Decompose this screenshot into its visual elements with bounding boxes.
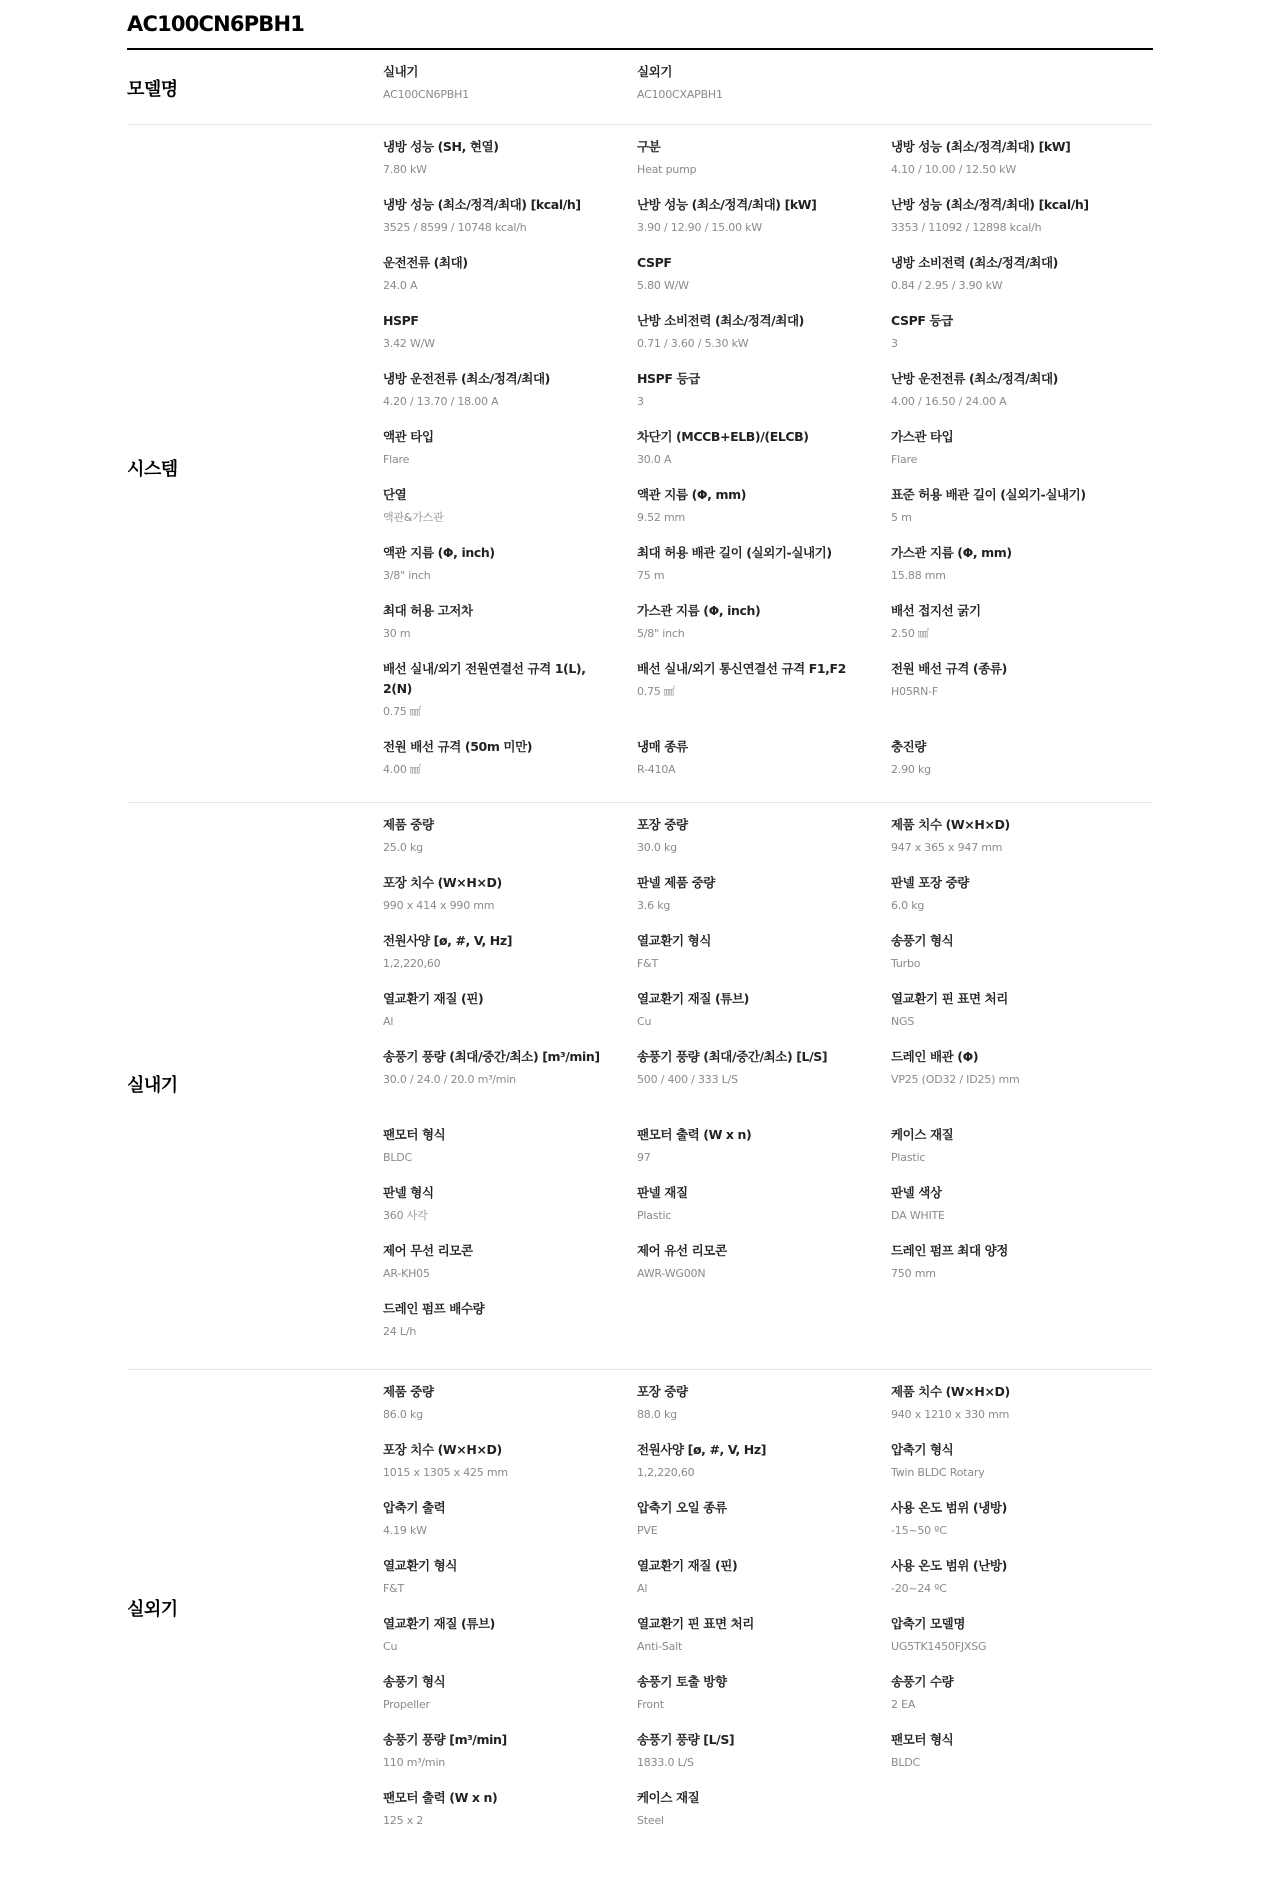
spec-item bbox=[383, 1047, 613, 1087]
spec-label: 열교환기 재질 (핀) bbox=[637, 1558, 738, 1573]
spec-label: 냉방 운전전류 (최소/정격/최대) bbox=[383, 371, 550, 386]
spec-item bbox=[637, 1498, 867, 1538]
spec-label: 송풍기 토출 방향 bbox=[637, 1674, 727, 1689]
spec-item bbox=[383, 1614, 613, 1654]
spec-item bbox=[637, 1183, 867, 1223]
spec-item bbox=[891, 137, 1121, 177]
spec-item bbox=[637, 931, 867, 971]
spec-item bbox=[637, 1556, 867, 1596]
spec-value: AWR-WG00N bbox=[637, 1267, 706, 1280]
spec-label: 전원사양 [ø, #, V, Hz] bbox=[383, 933, 513, 948]
spec-item bbox=[637, 62, 867, 102]
spec-label: 구분 bbox=[637, 139, 661, 154]
spec-label: 판넬 형식 bbox=[383, 1185, 434, 1200]
spec-value: AC100CN6PBH1 bbox=[383, 88, 469, 101]
model-title: AC100CN6PBH1 bbox=[127, 12, 305, 36]
spec-label: HSPF 등급 bbox=[637, 371, 700, 386]
spec-item bbox=[383, 815, 613, 855]
spec-label: 판넬 색상 bbox=[891, 1185, 942, 1200]
spec-item bbox=[383, 1125, 613, 1165]
spec-value: 110 m³/min bbox=[383, 1756, 446, 1769]
spec-item bbox=[891, 659, 1121, 699]
spec-item bbox=[637, 1125, 867, 1165]
spec-item bbox=[637, 1672, 867, 1712]
spec-label: 냉방 소비전력 (최소/정격/최대) bbox=[891, 255, 1058, 270]
spec-label: 최대 허용 고저차 bbox=[383, 603, 473, 618]
spec-label: 충진량 bbox=[891, 739, 927, 754]
spec-label: 열교환기 핀 표면 처리 bbox=[891, 991, 1008, 1006]
spec-label: 열교환기 형식 bbox=[383, 1558, 458, 1573]
spec-label: 냉방 성능 (최소/정격/최대) [kcal/h] bbox=[383, 197, 581, 212]
spec-value: 500 / 400 / 333 L/S bbox=[637, 1073, 738, 1086]
spec-label: 열교환기 재질 (튜브) bbox=[383, 1616, 495, 1631]
spec-item bbox=[637, 311, 867, 351]
spec-value: DA WHITE bbox=[891, 1209, 945, 1222]
spec-value: 2 EA bbox=[891, 1698, 916, 1711]
spec-label: 송풍기 형식 bbox=[383, 1674, 446, 1689]
spec-value: F&T bbox=[637, 957, 659, 970]
spec-value: Propeller bbox=[383, 1698, 430, 1711]
spec-label: 송풍기 풍량 (최대/중간/최소) [m³/min] bbox=[383, 1049, 600, 1064]
spec-label: 압축기 형식 bbox=[891, 1442, 954, 1457]
spec-item bbox=[891, 253, 1121, 293]
spec-item bbox=[383, 1556, 613, 1596]
spec-value: 86.0 kg bbox=[383, 1408, 423, 1421]
spec-value: Turbo bbox=[891, 957, 921, 970]
spec-label: 사용 온도 범위 (냉방) bbox=[891, 1500, 1007, 1515]
spec-label: 포장 중량 bbox=[637, 1384, 688, 1399]
section-title: 시스템 bbox=[127, 459, 178, 480]
spec-value: 0.75 ㎟ bbox=[637, 685, 675, 698]
spec-item bbox=[891, 1730, 1121, 1770]
spec-value: PVE bbox=[637, 1524, 658, 1537]
spec-value: AR-KH05 bbox=[383, 1267, 430, 1280]
spec-value: 4.19 kW bbox=[383, 1524, 427, 1537]
spec-item bbox=[891, 989, 1121, 1029]
section-4 bbox=[127, 1370, 1153, 1883]
spec-item bbox=[383, 659, 613, 719]
spec-item bbox=[891, 1047, 1121, 1087]
spec-label: 실내기 bbox=[383, 64, 419, 79]
spec-label: 송풍기 풍량 [m³/min] bbox=[383, 1732, 507, 1747]
spec-value: 3.6 kg bbox=[637, 899, 671, 912]
spec-label: 제품 치수 (W×H×D) bbox=[891, 1384, 1010, 1399]
spec-label: 전원 배선 규격 (종류) bbox=[891, 661, 1007, 676]
spec-label: 팬모터 출력 (W x n) bbox=[383, 1790, 498, 1805]
section-1 bbox=[127, 50, 1153, 125]
spec-value: 4.10 / 10.00 / 12.50 kW bbox=[891, 163, 1017, 176]
spec-item bbox=[383, 1498, 613, 1538]
spec-value: 7.80 kW bbox=[383, 163, 427, 176]
spec-item bbox=[637, 1730, 867, 1770]
spec-value: -15~50 ºC bbox=[891, 1524, 947, 1537]
spec-value: 0.71 / 3.60 / 5.30 kW bbox=[637, 337, 749, 350]
spec-label: 압축기 모델명 bbox=[891, 1616, 966, 1631]
spec-item bbox=[383, 1183, 613, 1223]
spec-item bbox=[891, 1440, 1121, 1480]
spec-label: 포장 치수 (W×H×D) bbox=[383, 1442, 502, 1457]
spec-label: 가스관 타입 bbox=[891, 429, 954, 444]
spec-item bbox=[383, 311, 613, 351]
spec-label: 송풍기 형식 bbox=[891, 933, 954, 948]
spec-label: 드레인 펌프 최대 양정 bbox=[891, 1243, 1008, 1258]
spec-item bbox=[637, 369, 867, 409]
spec-item bbox=[891, 369, 1121, 409]
spec-value: Cu bbox=[637, 1015, 652, 1028]
spec-item bbox=[637, 195, 867, 235]
spec-value: 940 x 1210 x 330 mm bbox=[891, 1408, 1010, 1421]
spec-value: 24 L/h bbox=[383, 1325, 417, 1338]
spec-value: 2.90 kg bbox=[891, 763, 931, 776]
spec-value: H05RN-F bbox=[891, 685, 939, 698]
spec-label: 전원사양 [ø, #, V, Hz] bbox=[637, 1442, 767, 1457]
spec-label: 열교환기 재질 (핀) bbox=[383, 991, 484, 1006]
spec-value: UG5TK1450FJXSG bbox=[891, 1640, 987, 1653]
spec-item bbox=[891, 815, 1121, 855]
spec-label: 판넬 포장 중량 bbox=[891, 875, 969, 890]
spec-label: 최대 허용 배관 길이 (실외기-실내기) bbox=[637, 545, 832, 560]
spec-item bbox=[637, 815, 867, 855]
spec-label: 배선 실내/외기 전원연결선 규격 1(L), 2(N) bbox=[383, 661, 586, 696]
spec-item bbox=[891, 1672, 1121, 1712]
spec-item bbox=[891, 1241, 1121, 1281]
spec-value: 3 bbox=[891, 337, 898, 350]
spec-label: 실외기 bbox=[637, 64, 673, 79]
spec-value: Flare bbox=[891, 453, 918, 466]
spec-label: 난방 성능 (최소/정격/최대) [kcal/h] bbox=[891, 197, 1089, 212]
spec-value: 88.0 kg bbox=[637, 1408, 677, 1421]
spec-item bbox=[637, 543, 867, 583]
spec-item bbox=[891, 931, 1121, 971]
spec-item bbox=[383, 1788, 613, 1828]
spec-item bbox=[637, 1382, 867, 1422]
spec-value: 0.75 ㎟ bbox=[383, 705, 421, 718]
spec-label: 가스관 지름 (Φ, inch) bbox=[637, 603, 761, 618]
spec-value: 5 m bbox=[891, 511, 912, 524]
spec-value: Cu bbox=[383, 1640, 398, 1653]
spec-label: 송풍기 풍량 (최대/중간/최소) [L/S] bbox=[637, 1049, 828, 1064]
spec-item bbox=[637, 1440, 867, 1480]
spec-value: Twin BLDC Rotary bbox=[891, 1466, 985, 1479]
spec-label: 열교환기 형식 bbox=[637, 933, 712, 948]
spec-label: 케이스 재질 bbox=[637, 1790, 700, 1805]
spec-value: 990 x 414 x 990 mm bbox=[383, 899, 495, 912]
section-title: 실내기 bbox=[127, 1075, 178, 1096]
spec-item bbox=[891, 311, 1121, 351]
spec-label: CSPF bbox=[637, 255, 672, 270]
spec-value: BLDC bbox=[383, 1151, 413, 1164]
spec-label: CSPF 등급 bbox=[891, 313, 953, 328]
section-title: 실외기 bbox=[127, 1599, 178, 1620]
spec-value: 1,2,220,60 bbox=[383, 957, 441, 970]
spec-label: 난방 운전전류 (최소/정격/최대) bbox=[891, 371, 1058, 386]
spec-label: 제어 무선 리모콘 bbox=[383, 1243, 473, 1258]
spec-value: R-410A bbox=[637, 763, 676, 776]
spec-item bbox=[637, 659, 867, 699]
spec-item bbox=[891, 1498, 1121, 1538]
spec-value: 30.0 A bbox=[637, 453, 672, 466]
spec-value: 액관&가스관 bbox=[383, 511, 444, 524]
spec-item bbox=[891, 601, 1121, 641]
spec-item bbox=[637, 137, 867, 177]
spec-item bbox=[383, 1440, 613, 1480]
spec-value: 75 m bbox=[637, 569, 665, 582]
spec-value: 24.0 A bbox=[383, 279, 418, 292]
spec-value: 1,2,220,60 bbox=[637, 1466, 695, 1479]
section-2 bbox=[127, 125, 1153, 803]
spec-value: 30.0 kg bbox=[637, 841, 677, 854]
spec-label: 운전전류 (최대) bbox=[383, 255, 468, 270]
spec-item bbox=[891, 427, 1121, 467]
spec-label: 배선 접지선 굵기 bbox=[891, 603, 981, 618]
spec-label: 표준 허용 배관 길이 (실외기-실내기) bbox=[891, 487, 1086, 502]
spec-label: 냉매 종류 bbox=[637, 739, 688, 754]
spec-label: 난방 소비전력 (최소/정격/최대) bbox=[637, 313, 804, 328]
spec-item bbox=[637, 427, 867, 467]
spec-value: 947 x 365 x 947 mm bbox=[891, 841, 1003, 854]
spec-value: Heat pump bbox=[637, 163, 697, 176]
spec-item bbox=[383, 989, 613, 1029]
spec-value: Front bbox=[637, 1698, 664, 1711]
spec-value: 3/8" inch bbox=[383, 569, 431, 582]
spec-value: 4.20 / 13.70 / 18.00 A bbox=[383, 395, 499, 408]
spec-item bbox=[637, 1788, 867, 1828]
spec-label: 배선 실내/외기 통신연결선 규격 F1,F2 bbox=[637, 661, 846, 676]
spec-value: 2.50 ㎟ bbox=[891, 627, 929, 640]
spec-item bbox=[891, 1614, 1121, 1654]
spec-value: 6.0 kg bbox=[891, 899, 925, 912]
spec-label: 액관 타입 bbox=[383, 429, 434, 444]
spec-item bbox=[637, 737, 867, 777]
spec-label: 압축기 출력 bbox=[383, 1500, 446, 1515]
spec-label: 열교환기 핀 표면 처리 bbox=[637, 1616, 754, 1631]
spec-label: 팬모터 형식 bbox=[891, 1732, 954, 1747]
spec-value: BLDC bbox=[891, 1756, 921, 1769]
spec-value: 3.90 / 12.90 / 15.00 kW bbox=[637, 221, 763, 234]
spec-value: 750 mm bbox=[891, 1267, 936, 1280]
spec-item bbox=[383, 195, 613, 235]
spec-item bbox=[383, 427, 613, 467]
spec-label: 제품 중량 bbox=[383, 817, 434, 832]
spec-item bbox=[383, 543, 613, 583]
spec-value: NGS bbox=[891, 1015, 915, 1028]
spec-label: 제품 중량 bbox=[383, 1384, 434, 1399]
spec-item bbox=[637, 989, 867, 1029]
spec-item bbox=[383, 137, 613, 177]
spec-item bbox=[637, 485, 867, 525]
spec-item bbox=[383, 873, 613, 913]
spec-label: 압축기 오일 종류 bbox=[637, 1500, 727, 1515]
spec-label: 드레인 배관 (Φ) bbox=[891, 1049, 979, 1064]
spec-value: Plastic bbox=[891, 1151, 926, 1164]
spec-label: 난방 성능 (최소/정격/최대) [kW] bbox=[637, 197, 817, 212]
spec-item bbox=[891, 195, 1121, 235]
spec-value: 3525 / 8599 / 10748 kcal/h bbox=[383, 221, 527, 234]
spec-value: 30 m bbox=[383, 627, 411, 640]
section-title: 모델명 bbox=[127, 79, 178, 100]
spec-value: 9.52 mm bbox=[637, 511, 686, 524]
spec-item bbox=[383, 1382, 613, 1422]
spec-value: 5.80 W/W bbox=[637, 279, 689, 292]
spec-label: 팬모터 출력 (W x n) bbox=[637, 1127, 752, 1142]
spec-item bbox=[383, 1730, 613, 1770]
spec-item bbox=[637, 1241, 867, 1281]
spec-item bbox=[891, 485, 1121, 525]
spec-value: Al bbox=[383, 1015, 394, 1028]
spec-item bbox=[891, 873, 1121, 913]
spec-value: 3353 / 11092 / 12898 kcal/h bbox=[891, 221, 1042, 234]
spec-label: 액관 지름 (Φ, inch) bbox=[383, 545, 495, 560]
spec-item bbox=[891, 1125, 1121, 1165]
spec-value: 3.42 W/W bbox=[383, 337, 435, 350]
spec-label: 제품 치수 (W×H×D) bbox=[891, 817, 1010, 832]
spec-item bbox=[383, 737, 613, 777]
spec-label: 송풍기 풍량 [L/S] bbox=[637, 1732, 735, 1747]
spec-label: 드레인 펌프 배수량 bbox=[383, 1301, 485, 1316]
spec-item bbox=[637, 1614, 867, 1654]
spec-item bbox=[891, 543, 1121, 583]
spec-value: -20~24 ºC bbox=[891, 1582, 947, 1595]
spec-value: 25.0 kg bbox=[383, 841, 423, 854]
spec-item bbox=[383, 485, 613, 525]
spec-value: 1015 x 1305 x 425 mm bbox=[383, 1466, 508, 1479]
spec-value: Flare bbox=[383, 453, 410, 466]
spec-item bbox=[383, 1672, 613, 1712]
spec-item bbox=[891, 1382, 1121, 1422]
spec-value: 0.84 / 2.95 / 3.90 kW bbox=[891, 279, 1003, 292]
spec-value: 125 x 2 bbox=[383, 1814, 424, 1827]
spec-value: Al bbox=[637, 1582, 648, 1595]
spec-value: 4.00 / 16.50 / 24.00 A bbox=[891, 395, 1007, 408]
spec-label: 사용 온도 범위 (난방) bbox=[891, 1558, 1007, 1573]
spec-label: 차단기 (MCCB+ELB)/(ELCB) bbox=[637, 429, 809, 444]
spec-value: VP25 (OD32 / ID25) mm bbox=[891, 1073, 1020, 1086]
spec-item bbox=[383, 601, 613, 641]
spec-label: 제어 유선 리모콘 bbox=[637, 1243, 727, 1258]
spec-item bbox=[637, 253, 867, 293]
spec-value: 1833.0 L/S bbox=[637, 1756, 694, 1769]
spec-value: 5/8" inch bbox=[637, 627, 685, 640]
spec-label: 케이스 재질 bbox=[891, 1127, 954, 1142]
spec-label: 송풍기 수량 bbox=[891, 1674, 954, 1689]
spec-value: F&T bbox=[383, 1582, 405, 1595]
spec-item bbox=[891, 737, 1121, 777]
spec-label: 포장 치수 (W×H×D) bbox=[383, 875, 502, 890]
spec-item bbox=[383, 369, 613, 409]
spec-value: 360 사각 bbox=[383, 1209, 428, 1222]
spec-value: 4.00 ㎟ bbox=[383, 763, 421, 776]
spec-label: 판넬 제품 중량 bbox=[637, 875, 715, 890]
spec-label: 단열 bbox=[383, 487, 407, 502]
spec-value: Anti-Salt bbox=[637, 1640, 683, 1653]
spec-label: 액관 지름 (Φ, mm) bbox=[637, 487, 747, 502]
spec-label: 가스관 지름 (Φ, mm) bbox=[891, 545, 1012, 560]
spec-value: Steel bbox=[637, 1814, 664, 1827]
spec-item bbox=[637, 601, 867, 641]
spec-label: 팬모터 형식 bbox=[383, 1127, 446, 1142]
section-3 bbox=[127, 803, 1153, 1370]
spec-item bbox=[891, 1556, 1121, 1596]
spec-value: 15.88 mm bbox=[891, 569, 946, 582]
spec-label: 냉방 성능 (SH, 현열) bbox=[383, 139, 499, 154]
spec-label: 냉방 성능 (최소/정격/최대) [kW] bbox=[891, 139, 1071, 154]
spec-label: 포장 중량 bbox=[637, 817, 688, 832]
spec-item bbox=[383, 253, 613, 293]
spec-label: 열교환기 재질 (튜브) bbox=[637, 991, 749, 1006]
spec-value: AC100CXAPBH1 bbox=[637, 88, 723, 101]
spec-item bbox=[637, 1047, 867, 1087]
spec-value: 97 bbox=[637, 1151, 651, 1164]
spec-item bbox=[383, 1299, 613, 1339]
spec-label: HSPF bbox=[383, 313, 419, 328]
spec-value: 30.0 / 24.0 / 20.0 m³/min bbox=[383, 1073, 516, 1086]
spec-item bbox=[383, 931, 613, 971]
spec-item bbox=[637, 873, 867, 913]
spec-label: 전원 배선 규격 (50m 미만) bbox=[383, 739, 533, 754]
spec-item bbox=[383, 1241, 613, 1281]
spec-item bbox=[383, 62, 613, 102]
spec-value: 3 bbox=[637, 395, 644, 408]
spec-value: Plastic bbox=[637, 1209, 672, 1222]
spec-item bbox=[891, 1183, 1121, 1223]
spec-label: 판넬 재질 bbox=[637, 1185, 688, 1200]
